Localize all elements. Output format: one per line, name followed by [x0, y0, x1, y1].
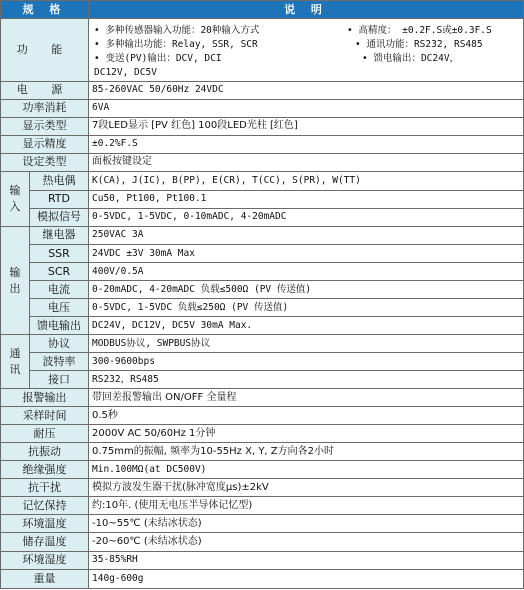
function-line: • 变送(PV)输出：DCV, DCI	[94, 52, 222, 64]
comm-row	[1, 335, 524, 353]
spec-label: 模拟信号	[30, 208, 89, 226]
function-lines	[92, 22, 523, 78]
spec-label: 热电偶	[30, 171, 89, 190]
spec-row	[1, 407, 524, 425]
spec-row	[1, 461, 524, 479]
spec-value: 带回差报警输出 ON/OFF 全量程	[89, 389, 524, 407]
spec-value: K(CA), J(IC), B(PP), E(CR), T(CC), S(PR), W(TT)	[89, 171, 524, 190]
comm-group-label: 通讯	[1, 335, 30, 389]
spec-value: Cu50, Pt100, Pt100.1	[89, 190, 524, 208]
spec-value: -10~55℃ (未结冰状态)	[89, 515, 524, 533]
spec-label: 记忆保持	[1, 497, 89, 515]
spec-label: 设定类型	[1, 153, 89, 171]
spec-value: 2000V AC 50/60Hz 1分钟	[89, 425, 524, 443]
spec-row	[1, 569, 524, 588]
spec-label: 波特率	[30, 353, 89, 371]
spec-value: 0-5VDC, 1-5VDC 负载≤250Ω (PV 传送值)	[89, 299, 524, 317]
spec-value: 400V/0.5A	[89, 263, 524, 281]
spec-row	[1, 81, 524, 99]
spec-value: 24VDC ±3V 30mA Max	[89, 244, 524, 262]
function-line: • 通讯功能：RS232, RS485	[355, 38, 483, 50]
function-line: • 馈电输出：DC24V，	[362, 52, 460, 64]
spec-value: MODBUS协议, SWPBUS协议	[89, 335, 524, 353]
output-row	[1, 317, 524, 335]
spec-value: DC24V, DC12V, DC5V 30mA Max.	[89, 317, 524, 335]
spec-row	[1, 135, 524, 153]
spec-row	[1, 117, 524, 135]
spec-row	[1, 479, 524, 497]
spec-value: 300-9600bps	[89, 353, 524, 371]
spec-value: 面板按键设定	[89, 153, 524, 171]
input-row	[1, 190, 524, 208]
spec-label: 抗干扰	[1, 479, 89, 497]
spec-label: 显示类型	[1, 117, 89, 135]
spec-value: 约:10年. (使用无电压半导体记忆型)	[89, 497, 524, 515]
spec-label: 协议	[30, 335, 89, 353]
spec-row	[1, 425, 524, 443]
spec-value: 0-5VDC, 1-5VDC, 0-10mADC, 4-20mADC	[89, 208, 524, 226]
spec-label: 继电器	[30, 226, 89, 244]
spec-label: 抗振动	[1, 443, 89, 461]
function-label: 功 能	[1, 19, 89, 82]
spec-label: 电压	[30, 299, 89, 317]
spec-label: 储存温度	[1, 533, 89, 551]
spec-row	[1, 515, 524, 533]
input-group-label: 输入	[1, 171, 30, 226]
spec-label: 报警输出	[1, 389, 89, 407]
spec-label: 接口	[30, 371, 89, 389]
input-row	[1, 208, 524, 226]
spec-label: RTD	[30, 190, 89, 208]
function-line: DC12V, DC5V	[94, 66, 157, 78]
spec-value: 0.75mm的振幅, 频率为10-55Hz X, Y, Z方向各2小时	[89, 443, 524, 461]
spec-label: 馈电输出	[30, 317, 89, 335]
output-row	[1, 299, 524, 317]
comm-row	[1, 353, 524, 371]
spec-row	[1, 551, 524, 569]
spec-label: SCR	[30, 263, 89, 281]
spec-value: 85-260VAC 50/60Hz 24VDC	[89, 81, 524, 99]
spec-row	[1, 497, 524, 515]
spec-row	[1, 153, 524, 171]
input-row	[1, 171, 524, 190]
spec-label: 采样时间	[1, 407, 89, 425]
spec-label: 重量	[1, 569, 89, 588]
spec-value: 0.5秒	[89, 407, 524, 425]
spec-label: 环境温度	[1, 515, 89, 533]
spec-value: ±0.2%F.S	[89, 135, 524, 153]
spec-row	[1, 443, 524, 461]
comm-row	[1, 371, 524, 389]
spec-value: 模拟方波发生器干扰(脉冲宽度μs)±2kV	[89, 479, 524, 497]
header-spec: 规 格	[1, 1, 89, 19]
table-header-row	[1, 1, 524, 19]
output-row	[1, 226, 524, 244]
function-line: • 高精度： ±0.2F.S或±0.3F.S	[347, 24, 492, 36]
spec-label: SSR	[30, 244, 89, 262]
spec-label: 环境湿度	[1, 551, 89, 569]
function-line: • 多种传感器输入功能：20种输入方式	[94, 24, 260, 36]
spec-label: 显示精度	[1, 135, 89, 153]
output-row	[1, 263, 524, 281]
spec-label: 电 源	[1, 81, 89, 99]
spec-row	[1, 533, 524, 551]
function-value	[89, 19, 524, 82]
spec-label: 绝缘强度	[1, 461, 89, 479]
spec-value: 140g-600g	[89, 569, 524, 588]
spec-value: RS232，RS485	[89, 371, 524, 389]
spec-value: Min.100MΩ(at DC500V)	[89, 461, 524, 479]
spec-value: 0-20mADC, 4-20mADC 负载≤500Ω (PV 传送值)	[89, 281, 524, 299]
output-row	[1, 244, 524, 262]
spec-value: 35-85%RH	[89, 551, 524, 569]
function-row	[1, 19, 524, 82]
spec-value: 6VA	[89, 99, 524, 117]
header-desc: 说 明	[89, 1, 524, 19]
spec-value: 7段LED显示 [PV 红色] 100段LED光柱 [红色]	[89, 117, 524, 135]
spec-value: -20~60℃ (未结冰状态)	[89, 533, 524, 551]
output-row	[1, 281, 524, 299]
spec-row	[1, 389, 524, 407]
output-group-label: 输出	[1, 226, 30, 334]
spec-row	[1, 99, 524, 117]
spec-label: 耐压	[1, 425, 89, 443]
spec-value: 250VAC 3A	[89, 226, 524, 244]
spec-label: 功率消耗	[1, 99, 89, 117]
spec-label: 电流	[30, 281, 89, 299]
function-line: • 多种输出功能：Relay, SSR, SCR	[94, 38, 258, 50]
